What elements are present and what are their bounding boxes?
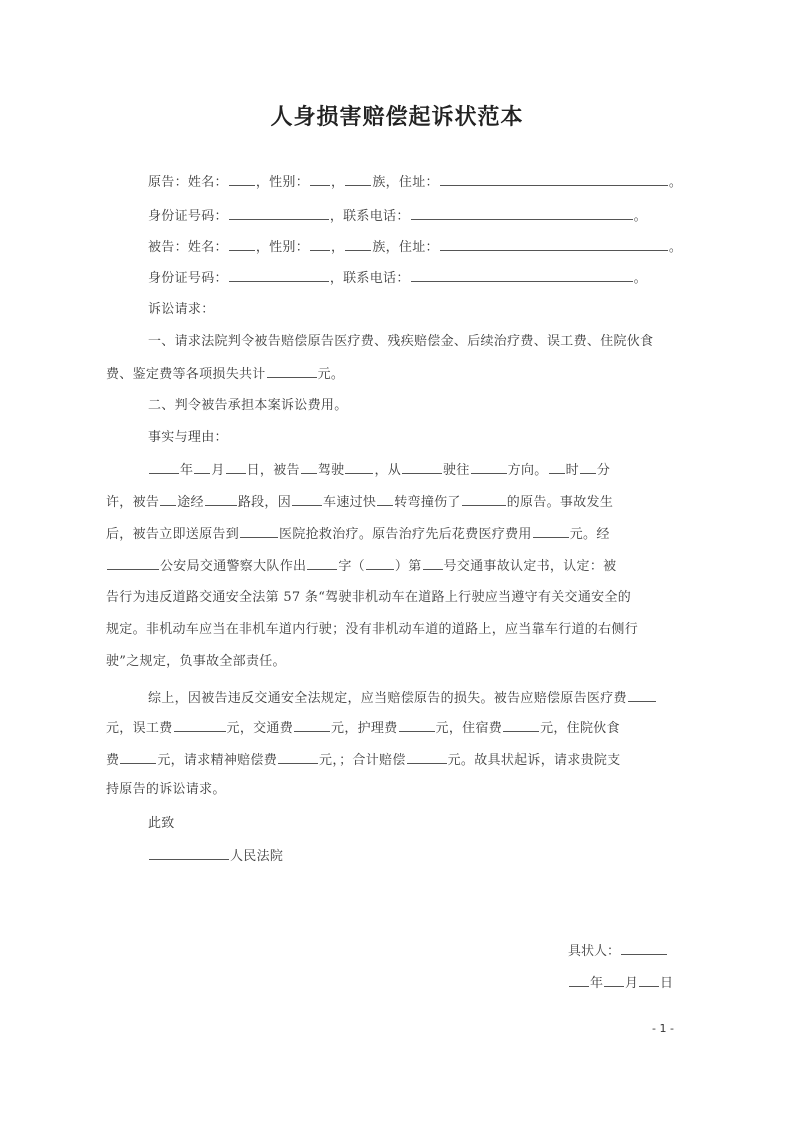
label: 族，住址： — [372, 240, 439, 255]
phone-blank[interactable] — [411, 206, 633, 220]
label: 被告：姓名： — [148, 240, 228, 255]
label: 。 — [668, 175, 683, 190]
id-blank[interactable] — [229, 268, 329, 282]
label: ，从 — [374, 463, 402, 478]
label: 元，交通费 — [226, 721, 294, 736]
label: ， — [331, 240, 345, 255]
label: 年 — [180, 463, 194, 478]
phone-blank[interactable] — [411, 268, 633, 282]
lodging-blank[interactable] — [503, 718, 539, 732]
summary-line4: 持原告的诉讼请求。 — [106, 782, 226, 797]
medical-blank[interactable] — [628, 688, 656, 702]
gender-blank[interactable] — [310, 172, 330, 186]
ethnicity-blank[interactable] — [345, 172, 371, 186]
month-blank[interactable] — [194, 460, 210, 474]
label: 转弯撞伤了 — [394, 495, 461, 510]
from-blank[interactable] — [402, 460, 442, 474]
label: 元，护理费 — [331, 721, 398, 736]
summary-line2 — [106, 718, 686, 739]
day-blank[interactable] — [226, 460, 246, 474]
label: 元。 — [317, 367, 345, 382]
hour-blank[interactable] — [549, 460, 565, 474]
label: 费、鉴定费等各项损失共计 — [106, 367, 266, 382]
mental-blank[interactable] — [278, 750, 318, 764]
label: 综上，因被告违反交通安全法规定，应当赔偿原告的损失。被告应赔偿原告医疗费 — [148, 691, 627, 706]
address-blank[interactable] — [440, 237, 668, 251]
label: 号交通事故认定书，认定：被 — [443, 559, 617, 574]
blank[interactable] — [160, 492, 176, 506]
label: 具状人： — [568, 944, 621, 959]
blank[interactable] — [366, 556, 394, 570]
label: 途经 — [177, 495, 204, 510]
nursing-blank[interactable] — [399, 718, 435, 732]
gender-blank[interactable] — [310, 237, 330, 251]
meal-blank[interactable] — [120, 750, 156, 764]
label: ）第 — [394, 559, 422, 574]
blank[interactable] — [377, 492, 393, 506]
facts-line7: 驶”之规定，负事故全部责任。 — [106, 654, 286, 669]
label: 元，住院伙食 — [540, 721, 620, 736]
facts-line4 — [106, 556, 686, 577]
facts-line3 — [106, 524, 686, 545]
claims-heading: 诉讼请求： — [148, 302, 215, 317]
facts-line5: 告行为违反道路交通安全法第 57 条“驾驶非机动车在道路上行驶应当遵守有关交通安全的 — [106, 590, 632, 605]
label: 月 — [211, 463, 225, 478]
label: 身份证号码： — [148, 271, 228, 286]
label: 驶往 — [443, 463, 470, 478]
hospital-blank[interactable] — [240, 524, 278, 538]
lost-wages-blank[interactable] — [174, 718, 226, 732]
year-blank[interactable] — [569, 973, 589, 987]
road-blank[interactable] — [205, 492, 237, 506]
summary-line1 — [148, 688, 728, 709]
page-number: - 1 - — [652, 1022, 674, 1035]
blank[interactable] — [307, 556, 337, 570]
signer-blank[interactable] — [621, 941, 667, 955]
blank[interactable] — [301, 460, 317, 474]
label: 驾驶 — [317, 463, 345, 478]
signer-line — [568, 940, 668, 959]
label: 许，被告 — [106, 495, 160, 510]
facts-line6: 规定。非机动车应当在非机车道内行驶；没有非机动车道的道路上，应当靠车行道的右侧行 — [106, 622, 639, 637]
label: 族，住址： — [372, 175, 439, 190]
year-blank[interactable] — [149, 460, 179, 474]
facts-heading: 事实与理由： — [148, 430, 228, 445]
police-blank[interactable] — [107, 556, 159, 570]
plaintiff-line — [148, 172, 728, 193]
label: 医院抢救治疗。原告治疗先后花费医疗费用 — [279, 527, 532, 542]
medical-cost-blank[interactable] — [533, 524, 569, 538]
label: ，联系电话： — [329, 209, 410, 224]
label: 的原告。事故发生 — [506, 495, 614, 510]
label: ，性别： — [255, 175, 310, 190]
claim1-line2 — [106, 364, 686, 385]
label: 。 — [633, 271, 647, 286]
label: 元，住宿费 — [435, 721, 503, 736]
label: 元。经 — [569, 527, 610, 542]
label: 日，被告 — [246, 463, 300, 478]
vehicle-blank[interactable] — [345, 460, 373, 474]
id-blank[interactable] — [229, 206, 329, 220]
address-blank[interactable] — [440, 172, 668, 186]
facts-line1 — [148, 460, 728, 481]
blank[interactable] — [423, 556, 443, 570]
label: ，联系电话： — [329, 271, 410, 286]
defendant-id-line — [148, 268, 728, 289]
label: 后，被告立即送原告到 — [106, 527, 240, 542]
label: 日 — [660, 976, 674, 991]
plaintiff-id-line — [148, 206, 728, 227]
label: 时 — [565, 463, 579, 478]
label: 元，误工费 — [106, 721, 173, 736]
transport-blank[interactable] — [294, 718, 330, 732]
name-blank[interactable] — [229, 172, 255, 186]
closing: 此致 — [148, 816, 175, 831]
blank[interactable] — [462, 492, 506, 506]
facts-line2 — [106, 492, 686, 513]
total-blank[interactable] — [407, 750, 447, 764]
label: 年 — [590, 976, 604, 991]
date-line — [568, 972, 673, 991]
label: 车速过快 — [323, 495, 377, 510]
ethnicity-blank[interactable] — [345, 237, 371, 251]
label: 原告：姓名： — [148, 175, 228, 190]
label: 。 — [668, 240, 683, 255]
minute-blank[interactable] — [580, 460, 596, 474]
defendant-line — [148, 237, 728, 258]
label: 元，请求精神赔偿费 — [157, 753, 278, 768]
label: ，性别： — [255, 240, 310, 255]
label: 元。故具状起诉，请求贵院支 — [447, 753, 621, 768]
document-title: 人身损害赔偿起诉状范本 — [270, 104, 524, 130]
label: 方向。 — [507, 463, 548, 478]
summary-line3 — [106, 750, 686, 771]
name-blank[interactable] — [229, 237, 255, 251]
label: 分 — [596, 463, 611, 478]
label: 字（ — [338, 559, 365, 574]
label: 身份证号码： — [148, 209, 228, 224]
label: 元，；合计赔偿 — [319, 753, 406, 768]
label: 公安局交通警察大队作出 — [160, 559, 307, 574]
label: 人民法院 — [230, 849, 284, 864]
to-blank[interactable] — [471, 460, 507, 474]
claim1-line1: 一、请求法院判令被告赔偿原告医疗费、残疾赔偿金、后续治疗费、误工费、住院伙食 — [148, 334, 654, 349]
label: 月 — [625, 976, 639, 991]
label: 。 — [633, 209, 647, 224]
court-line — [148, 846, 728, 867]
claim2: 二、判令被告承担本案诉讼费用。 — [148, 398, 348, 413]
label: 费 — [106, 753, 120, 768]
day-blank[interactable] — [639, 973, 659, 987]
court-blank[interactable] — [149, 846, 229, 860]
label: ， — [331, 175, 345, 190]
total-amount-blank[interactable] — [267, 364, 317, 378]
label: 路段，因 — [237, 495, 292, 510]
month-blank[interactable] — [604, 973, 624, 987]
blank[interactable] — [292, 492, 322, 506]
